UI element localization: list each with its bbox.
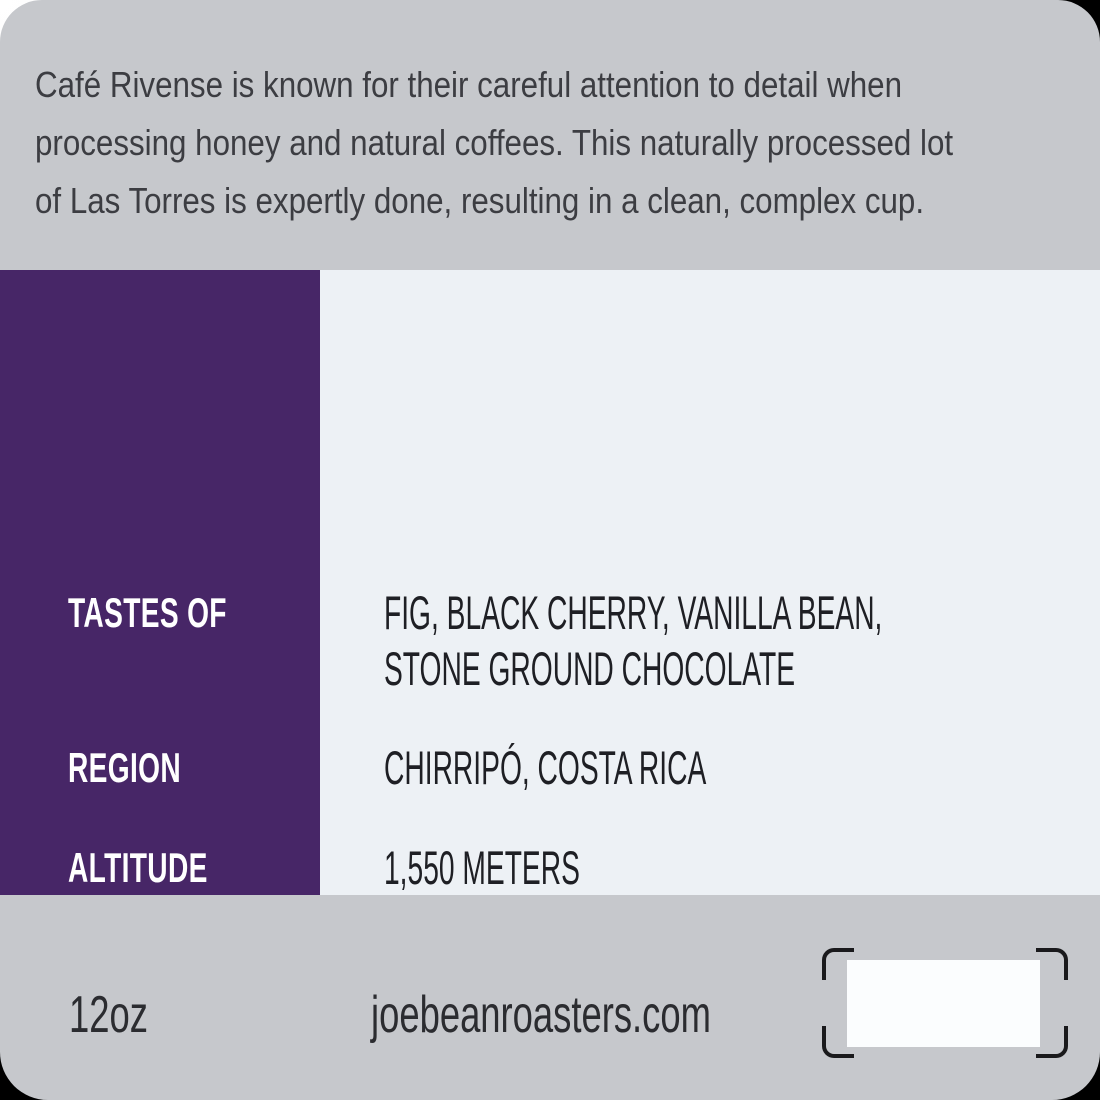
detail-value: CHIRRIPÓ, COSTA RICA	[384, 741, 707, 794]
barcode-frame	[822, 948, 1068, 1058]
detail-value: FIG, BLACK CHERRY, VANILLA BEAN,	[384, 586, 883, 639]
details-section	[0, 270, 1100, 895]
detail-label-cell	[0, 585, 320, 641]
description-section	[0, 0, 1100, 270]
bracket-corner-icon	[1036, 948, 1068, 980]
detail-value-cell	[320, 740, 1100, 796]
detail-label: REGION	[68, 744, 182, 791]
detail-row-tastes-of	[0, 585, 1100, 697]
detail-label: ALTITUDE	[68, 844, 208, 891]
detail-label-cell	[0, 840, 320, 896]
detail-row-region	[0, 740, 1100, 796]
website-url: joebeanroasters.com	[371, 986, 711, 1044]
description-line: of Las Torres is expertly done, resulting in a clean, complex cup.	[35, 180, 925, 221]
detail-value: 1,550 METERS	[384, 841, 580, 894]
description-line: processing honey and natural coffees. This naturally processed lot	[35, 122, 954, 163]
bracket-corner-icon	[1036, 1026, 1068, 1058]
detail-label: TASTES OF	[68, 589, 227, 636]
detail-row-altitude	[0, 840, 1100, 896]
detail-label-cell	[0, 740, 320, 796]
detail-value-cell	[320, 840, 1100, 896]
detail-value: STONE GROUND CHOCOLATE	[384, 642, 796, 695]
footer-section	[0, 895, 1100, 1100]
detail-value-cell	[320, 585, 1100, 697]
description-line: Café Rivense is known for their careful attention to detail when	[35, 64, 902, 105]
label-column-background	[0, 270, 320, 895]
bag-weight: 12oz	[69, 986, 148, 1044]
description-paragraph	[35, 56, 1090, 230]
barcode-placeholder	[847, 960, 1040, 1047]
